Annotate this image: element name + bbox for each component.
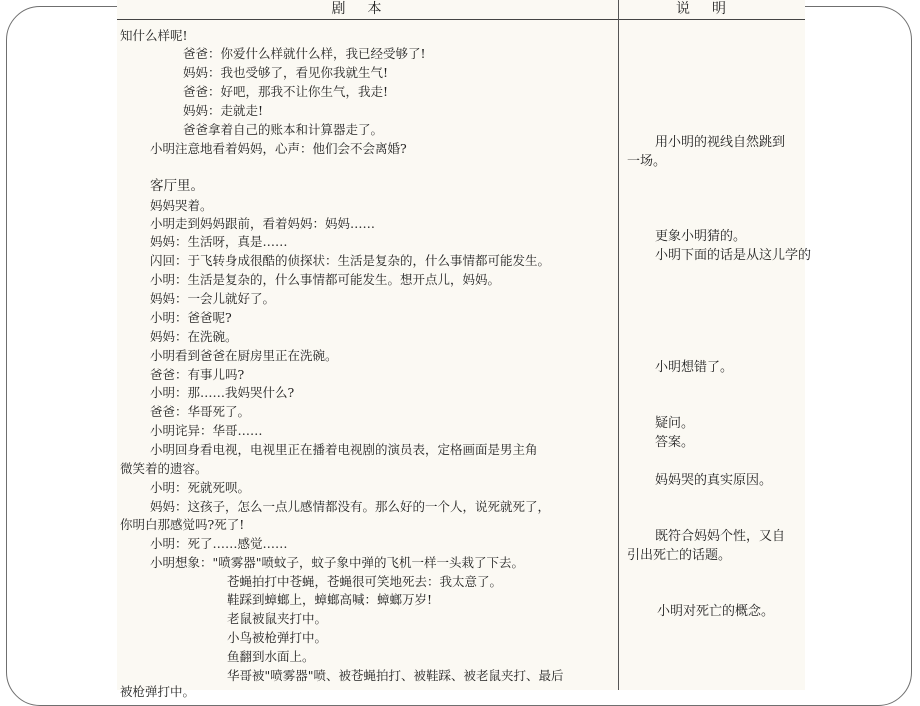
note-block bbox=[622, 360, 805, 380]
note-block bbox=[622, 416, 805, 456]
script-line: 爸爸拿着自己的账本和计算器走了。 bbox=[183, 122, 384, 137]
script-line: 小明：死了……感觉…… bbox=[150, 536, 288, 551]
script-line: 妈妈：走就走! bbox=[183, 103, 264, 118]
script-line: 老鼠被鼠夹打中。 bbox=[227, 611, 328, 626]
note-line: 答案。 bbox=[655, 435, 695, 450]
note-block bbox=[622, 229, 812, 269]
note-line: 疑问。 bbox=[655, 416, 695, 431]
script-line: 妈妈：一会儿就好了。 bbox=[150, 291, 276, 306]
script-line: 你明白那感觉吗?死了! bbox=[120, 517, 245, 532]
script-line: 小明诧异：华哥…… bbox=[150, 423, 263, 438]
script-line: 小鸟被枪弹打中。 bbox=[227, 630, 328, 645]
script-line: 被枪弹打中。 bbox=[120, 684, 196, 699]
script-line: 小明看到爸爸在厨房里正在洗碗。 bbox=[150, 348, 338, 363]
script-line: 鱼翻到水面上。 bbox=[227, 649, 315, 664]
script-line: 华哥被"喷雾器"喷、被苍蝇拍打、被鞋踩、被老鼠夹打、最后 bbox=[227, 668, 564, 683]
note-block bbox=[622, 604, 805, 624]
script-line: 鞋踩到蟑螂上，蟑螂高喊：蟑螂万岁! bbox=[227, 592, 433, 607]
note-line: 小明下面的话是从这儿学的 bbox=[655, 248, 812, 263]
script-line: 客厅里。 bbox=[150, 178, 204, 194]
note-line: 引出死亡的话题。 bbox=[627, 548, 732, 563]
note-line: 既符合妈妈个性，又自 bbox=[655, 529, 786, 544]
scanned-script-page bbox=[117, 0, 812, 699]
script-line: 爸爸：你爱什么样就什么样，我已经受够了! bbox=[183, 46, 426, 61]
script-line: 爸爸：有事儿吗? bbox=[150, 367, 245, 382]
header-rule bbox=[117, 19, 805, 20]
script-line: 小明：生活是复杂的，什么事情都可能发生。想开点儿，妈妈。 bbox=[150, 272, 501, 287]
script-line: 小明：爸爸呢? bbox=[150, 310, 232, 325]
note-line: 一场。 bbox=[627, 154, 667, 169]
script-line: 微笑着的遗容。 bbox=[120, 461, 208, 476]
column-divider bbox=[618, 0, 619, 690]
script-line: 苍蝇拍打中苍蝇，苍蝇很可笑地死去：我太意了。 bbox=[227, 574, 503, 589]
note-line: 更象小明猜的。 bbox=[655, 229, 747, 244]
script-line: 妈妈：在洗碗。 bbox=[150, 329, 238, 344]
script-line: 爸爸：华哥死了。 bbox=[150, 404, 251, 419]
script-line: 小明注意地看着妈妈，心声：他们会不会离婚? bbox=[150, 141, 407, 156]
script-line: 妈妈：生活呀，真是…… bbox=[150, 234, 288, 249]
note-line: 小明想错了。 bbox=[655, 360, 734, 375]
script-line: 小明回身看电视，电视里正在播着电视剧的演员表，定格画面是男主角 bbox=[150, 442, 538, 457]
note-block bbox=[622, 473, 805, 493]
note-block bbox=[622, 529, 805, 569]
script-line: 小明想象："喷雾器"喷蚊子，蚊子象中弹的飞机一样一头栽了下去。 bbox=[150, 555, 525, 570]
script-column-header: 剧本 bbox=[331, 1, 404, 17]
note-line: 小明对死亡的概念。 bbox=[657, 604, 775, 619]
note-line: 妈妈哭的真实原因。 bbox=[655, 473, 773, 488]
script-line: 爸爸：好吧，那我不让你生气，我走! bbox=[183, 84, 389, 99]
script-line: 知什么样呢! bbox=[120, 28, 188, 43]
script-line: 小明：死就死呗。 bbox=[150, 480, 251, 495]
note-block bbox=[622, 135, 805, 175]
script-line: 妈妈：这孩子，怎么一点儿感情都没有。那么好的一个人，说死就死了， bbox=[150, 499, 551, 514]
script-line: 妈妈：我也受够了，看见你我就生气! bbox=[183, 65, 389, 80]
script-line: 小明：那……我妈哭什么? bbox=[150, 385, 295, 400]
script-line: 妈妈哭着。 bbox=[150, 198, 213, 213]
notes-column-header: 说明 bbox=[676, 1, 748, 17]
script-line: 小明走到妈妈跟前，看着妈妈：妈妈…… bbox=[150, 216, 376, 231]
note-line: 用小明的视线自然跳到 bbox=[655, 135, 786, 150]
script-line: 闪回：于飞转身成很酷的侦探状：生活是复杂的，什么事情都可能发生。 bbox=[150, 253, 551, 268]
